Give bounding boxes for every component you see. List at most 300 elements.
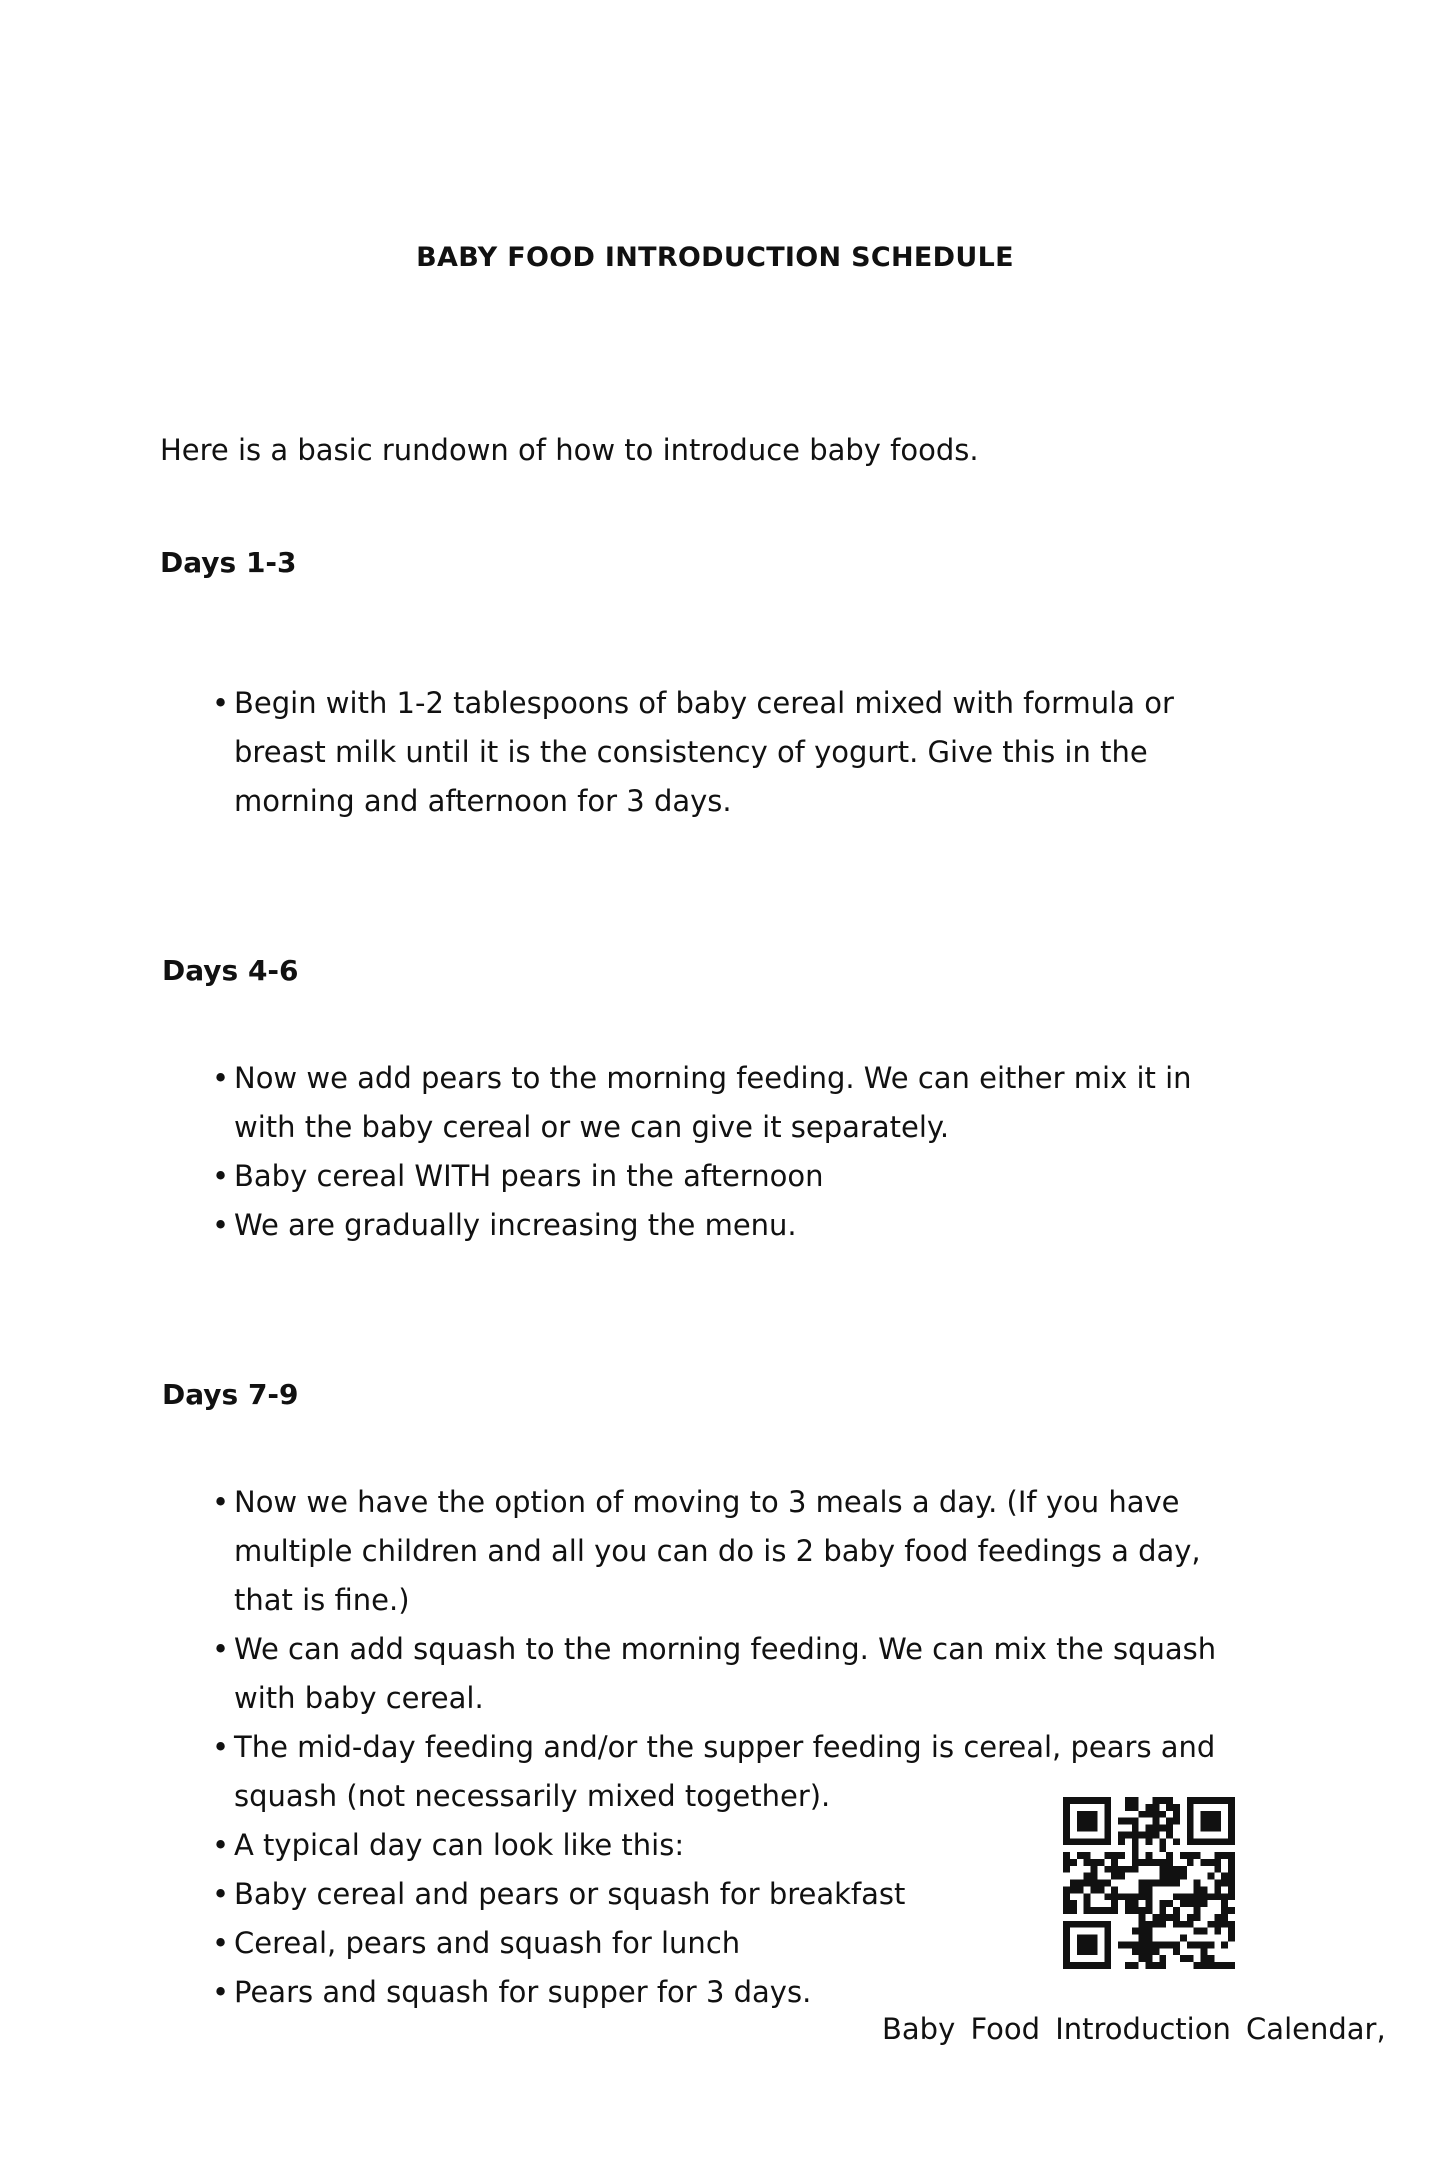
qr-module	[1139, 1955, 1146, 1962]
qr-module	[1070, 1962, 1077, 1969]
qr-module	[1180, 1873, 1187, 1880]
qr-module	[1187, 1818, 1194, 1825]
qr-module	[1146, 1928, 1153, 1935]
qr-module	[1214, 1962, 1221, 1969]
qr-module	[1104, 1811, 1111, 1818]
qr-module	[1201, 1838, 1208, 1845]
qr-module	[1125, 1941, 1132, 1948]
qr-module	[1097, 1962, 1104, 1969]
qr-module	[1077, 1941, 1084, 1948]
qr-module	[1166, 1804, 1173, 1811]
qr-module	[1132, 1962, 1139, 1969]
qr-module	[1152, 1804, 1159, 1811]
qr-module	[1125, 1907, 1132, 1914]
qr-module	[1228, 1928, 1235, 1935]
qr-module	[1146, 1886, 1153, 1893]
qr-module	[1228, 1852, 1235, 1859]
qr-module	[1207, 1955, 1214, 1962]
qr-module	[1063, 1907, 1070, 1914]
qr-module	[1091, 1811, 1098, 1818]
list-item: • We can add squash to the morning feeding. We can mix the squash with baby cereal.	[212, 1625, 1242, 1723]
qr-module	[1214, 1886, 1221, 1893]
qr-module	[1077, 1948, 1084, 1955]
qr-module	[1139, 1941, 1146, 1948]
qr-module	[1173, 1907, 1180, 1914]
qr-module	[1091, 1921, 1098, 1928]
qr-module	[1063, 1852, 1070, 1859]
qr-module	[1221, 1893, 1228, 1900]
qr-module	[1228, 1880, 1235, 1887]
qr-module	[1146, 1825, 1153, 1832]
qr-module	[1111, 1873, 1118, 1880]
qr-module	[1063, 1818, 1070, 1825]
qr-module	[1152, 1948, 1159, 1955]
qr-module	[1221, 1914, 1228, 1921]
qr-module	[1159, 1825, 1166, 1832]
qr-module	[1152, 1914, 1159, 1921]
qr-module	[1201, 1797, 1208, 1804]
qr-module	[1152, 1831, 1159, 1838]
qr-module	[1091, 1838, 1098, 1845]
qr-module	[1166, 1941, 1173, 1948]
qr-module	[1111, 1900, 1118, 1907]
qr-module	[1201, 1893, 1208, 1900]
qr-module	[1207, 1859, 1214, 1866]
qr-module	[1201, 1886, 1208, 1893]
qr-module	[1139, 1831, 1146, 1838]
qr-module	[1221, 1797, 1228, 1804]
qr-module	[1077, 1811, 1084, 1818]
qr-module	[1201, 1811, 1208, 1818]
qr-module	[1207, 1811, 1214, 1818]
qr-module	[1132, 1900, 1139, 1907]
qr-module	[1070, 1838, 1077, 1845]
qr-module	[1132, 1893, 1139, 1900]
qr-module	[1077, 1935, 1084, 1942]
qr-module	[1194, 1941, 1201, 1948]
qr-module	[1201, 1955, 1208, 1962]
qr-module	[1228, 1921, 1235, 1928]
qr-module	[1132, 1928, 1139, 1935]
qr-module	[1159, 1962, 1166, 1969]
qr-module	[1159, 1845, 1166, 1852]
qr-module	[1139, 1859, 1146, 1866]
qr-code-icon[interactable]	[1063, 1797, 1235, 1969]
qr-module	[1063, 1825, 1070, 1832]
qr-module	[1111, 1886, 1118, 1893]
qr-module	[1063, 1962, 1070, 1969]
qr-module	[1221, 1921, 1228, 1928]
qr-module	[1194, 1928, 1201, 1935]
qr-module	[1063, 1866, 1070, 1873]
qr-module	[1166, 1852, 1173, 1859]
qr-module	[1097, 1880, 1104, 1887]
qr-module	[1187, 1955, 1194, 1962]
qr-module	[1152, 1859, 1159, 1866]
qr-module	[1152, 1880, 1159, 1887]
qr-module	[1173, 1880, 1180, 1887]
qr-module	[1146, 1893, 1153, 1900]
qr-module	[1166, 1900, 1173, 1907]
qr-module	[1194, 1838, 1201, 1845]
qr-module	[1180, 1866, 1187, 1873]
qr-module	[1187, 1831, 1194, 1838]
qr-module	[1214, 1838, 1221, 1845]
qr-module	[1091, 1907, 1098, 1914]
qr-module	[1070, 1907, 1077, 1914]
qr-module	[1201, 1900, 1208, 1907]
qr-module	[1146, 1955, 1153, 1962]
qr-module	[1173, 1866, 1180, 1873]
qr-module	[1180, 1935, 1187, 1942]
qr-module	[1111, 1852, 1118, 1859]
qr-module	[1097, 1886, 1104, 1893]
qr-module	[1091, 1797, 1098, 1804]
section-heading-days-7-9: Days 7-9	[162, 1378, 299, 1411]
qr-module	[1214, 1914, 1221, 1921]
qr-module	[1187, 1941, 1194, 1948]
bullet-list-days-1-3	[212, 679, 1242, 826]
qr-module	[1152, 1921, 1159, 1928]
qr-module	[1187, 1825, 1194, 1832]
qr-module	[1201, 1825, 1208, 1832]
qr-module	[1166, 1818, 1173, 1825]
qr-module	[1070, 1921, 1077, 1928]
qr-module	[1166, 1797, 1173, 1804]
qr-module	[1207, 1825, 1214, 1832]
qr-module	[1201, 1859, 1208, 1866]
qr-module	[1084, 1797, 1091, 1804]
qr-module	[1166, 1859, 1173, 1866]
intro-text: Here is a basic rundown of how to introduce baby foods.	[160, 433, 979, 467]
qr-module	[1063, 1859, 1070, 1866]
qr-module	[1166, 1825, 1173, 1832]
qr-module	[1173, 1873, 1180, 1880]
qr-module	[1207, 1893, 1214, 1900]
qr-module	[1091, 1859, 1098, 1866]
qr-module	[1146, 1935, 1153, 1942]
qr-module	[1221, 1962, 1228, 1969]
qr-module	[1214, 1921, 1221, 1928]
qr-module	[1194, 1852, 1201, 1859]
qr-module	[1228, 1818, 1235, 1825]
qr-module	[1180, 1921, 1187, 1928]
qr-module	[1132, 1845, 1139, 1852]
qr-module	[1077, 1797, 1084, 1804]
qr-module	[1111, 1859, 1118, 1866]
qr-module	[1187, 1852, 1194, 1859]
qr-module	[1091, 1866, 1098, 1873]
qr-module	[1201, 1928, 1208, 1935]
qr-module	[1097, 1797, 1104, 1804]
qr-module	[1139, 1948, 1146, 1955]
qr-module	[1084, 1818, 1091, 1825]
qr-module	[1077, 1880, 1084, 1887]
qr-module	[1063, 1831, 1070, 1838]
qr-module	[1207, 1941, 1214, 1948]
qr-module	[1221, 1900, 1228, 1907]
qr-module	[1063, 1955, 1070, 1962]
qr-module	[1228, 1873, 1235, 1880]
qr-module	[1084, 1838, 1091, 1845]
qr-module	[1214, 1825, 1221, 1832]
qr-module	[1084, 1907, 1091, 1914]
qr-module	[1139, 1928, 1146, 1935]
qr-module	[1228, 1797, 1235, 1804]
qr-module	[1207, 1921, 1214, 1928]
qr-module	[1187, 1921, 1194, 1928]
qr-module	[1166, 1880, 1173, 1887]
list-item: • Cereal, pears and squash for lunch	[212, 1919, 1242, 1968]
qr-module	[1097, 1921, 1104, 1928]
qr-module	[1146, 1811, 1153, 1818]
list-item: • Pears and squash for supper for 3 days.	[212, 1968, 1242, 2017]
qr-module	[1091, 1880, 1098, 1887]
qr-module	[1221, 1838, 1228, 1845]
qr-module	[1111, 1893, 1118, 1900]
qr-module	[1180, 1955, 1187, 1962]
qr-module	[1063, 1804, 1070, 1811]
qr-module	[1118, 1818, 1125, 1825]
qr-module	[1159, 1866, 1166, 1873]
qr-module	[1152, 1825, 1159, 1832]
qr-module	[1063, 1838, 1070, 1845]
qr-module	[1180, 1893, 1187, 1900]
list-item: • Baby cereal WITH pears in the afternoon	[212, 1152, 1242, 1201]
qr-module	[1063, 1811, 1070, 1818]
qr-module	[1159, 1907, 1166, 1914]
qr-module	[1228, 1935, 1235, 1942]
qr-module	[1132, 1941, 1139, 1948]
qr-module	[1152, 1818, 1159, 1825]
qr-module	[1194, 1900, 1201, 1907]
qr-module	[1097, 1907, 1104, 1914]
qr-module	[1091, 1935, 1098, 1942]
qr-module	[1187, 1900, 1194, 1907]
qr-module	[1173, 1804, 1180, 1811]
list-item: • We are gradually increasing the menu.	[212, 1201, 1242, 1250]
qr-module	[1070, 1886, 1077, 1893]
qr-module	[1091, 1886, 1098, 1893]
qr-module	[1228, 1893, 1235, 1900]
qr-module	[1104, 1928, 1111, 1935]
qr-module	[1228, 1907, 1235, 1914]
qr-module	[1063, 1921, 1070, 1928]
qr-module	[1125, 1818, 1132, 1825]
qr-module	[1173, 1921, 1180, 1928]
qr-module	[1084, 1935, 1091, 1942]
qr-module	[1132, 1838, 1139, 1845]
qr-module	[1104, 1955, 1111, 1962]
qr-module	[1118, 1866, 1125, 1873]
qr-module	[1146, 1921, 1153, 1928]
qr-module	[1077, 1962, 1084, 1969]
qr-module	[1187, 1914, 1194, 1921]
qr-module	[1214, 1866, 1221, 1873]
qr-module	[1152, 1797, 1159, 1804]
qr-module	[1214, 1859, 1221, 1866]
qr-module	[1146, 1852, 1153, 1859]
qr-module	[1166, 1873, 1173, 1880]
qr-module	[1187, 1893, 1194, 1900]
qr-module	[1159, 1921, 1166, 1928]
qr-module	[1104, 1797, 1111, 1804]
qr-module	[1104, 1941, 1111, 1948]
qr-module	[1201, 1818, 1208, 1825]
qr-module	[1207, 1797, 1214, 1804]
qr-module	[1228, 1811, 1235, 1818]
qr-module	[1125, 1962, 1132, 1969]
qr-module	[1104, 1921, 1111, 1928]
qr-module	[1084, 1873, 1091, 1880]
qr-module	[1194, 1893, 1201, 1900]
qr-module	[1207, 1818, 1214, 1825]
qr-module	[1084, 1893, 1091, 1900]
qr-module	[1132, 1866, 1139, 1873]
qr-module	[1084, 1962, 1091, 1969]
qr-module	[1146, 1907, 1153, 1914]
qr-module	[1146, 1941, 1153, 1948]
qr-module	[1214, 1928, 1221, 1935]
qr-module	[1207, 1873, 1214, 1880]
qr-module	[1084, 1941, 1091, 1948]
qr-module	[1084, 1900, 1091, 1907]
qr-module	[1104, 1948, 1111, 1955]
qr-module	[1159, 1859, 1166, 1866]
qr-module	[1139, 1914, 1146, 1921]
qr-module	[1063, 1935, 1070, 1942]
qr-module	[1132, 1907, 1139, 1914]
qr-module	[1139, 1935, 1146, 1942]
qr-module	[1159, 1838, 1166, 1845]
qr-module	[1159, 1914, 1166, 1921]
qr-module	[1139, 1921, 1146, 1928]
qr-module	[1166, 1831, 1173, 1838]
qr-module	[1159, 1900, 1166, 1907]
qr-caption: Baby Food Introduction Calendar,	[882, 2012, 1386, 2046]
qr-module	[1070, 1797, 1077, 1804]
qr-module	[1146, 1804, 1153, 1811]
qr-module	[1194, 1914, 1201, 1921]
qr-module	[1194, 1880, 1201, 1887]
qr-module	[1146, 1948, 1153, 1955]
qr-module	[1166, 1866, 1173, 1873]
qr-module	[1104, 1893, 1111, 1900]
list-item: • The mid-day feeding and/or the supper feeding is cereal, pears and squash (not necessarily mixed together).	[212, 1723, 1242, 1821]
qr-module	[1104, 1831, 1111, 1838]
qr-module	[1152, 1811, 1159, 1818]
qr-module	[1214, 1797, 1221, 1804]
list-item: • A typical day can look like this:	[212, 1821, 1242, 1870]
qr-module	[1221, 1941, 1228, 1948]
qr-module	[1125, 1797, 1132, 1804]
qr-module	[1152, 1962, 1159, 1969]
qr-module	[1159, 1880, 1166, 1887]
qr-module	[1166, 1914, 1173, 1921]
qr-module	[1118, 1831, 1125, 1838]
qr-module	[1228, 1804, 1235, 1811]
qr-module	[1228, 1866, 1235, 1873]
qr-module	[1228, 1825, 1235, 1832]
qr-module	[1125, 1900, 1132, 1907]
qr-module	[1132, 1948, 1139, 1955]
qr-module	[1063, 1928, 1070, 1935]
qr-module	[1187, 1797, 1194, 1804]
qr-module	[1091, 1818, 1098, 1825]
qr-module	[1084, 1852, 1091, 1859]
qr-module	[1146, 1962, 1153, 1969]
qr-module	[1077, 1921, 1084, 1928]
page-title: BABY FOOD INTRODUCTION SCHEDULE	[416, 242, 1014, 273]
qr-module	[1139, 1880, 1146, 1887]
qr-module	[1084, 1825, 1091, 1832]
qr-module	[1132, 1831, 1139, 1838]
qr-module	[1159, 1955, 1166, 1962]
qr-module	[1132, 1804, 1139, 1811]
list-item: • Begin with 1-2 tablespoons of baby cereal mixed with formula or breast milk until it is the consistency of yogurt. Give this in the morning and afternoon for 3 days.	[212, 679, 1242, 826]
qr-module	[1180, 1900, 1187, 1907]
list-item: • Now we have the option of moving to 3 meals a day. (If you have multiple children and all you can do is 2 baby food feedings a day, that is fine.)	[212, 1478, 1242, 1625]
qr-module	[1214, 1893, 1221, 1900]
qr-module	[1104, 1935, 1111, 1942]
qr-module	[1201, 1948, 1208, 1955]
qr-module	[1104, 1880, 1111, 1887]
qr-module	[1125, 1893, 1132, 1900]
qr-module	[1173, 1893, 1180, 1900]
qr-module	[1221, 1852, 1228, 1859]
qr-module	[1077, 1818, 1084, 1825]
bullet-list-days-4-6	[212, 1054, 1242, 1250]
qr-module	[1118, 1893, 1125, 1900]
qr-module	[1201, 1962, 1208, 1969]
qr-module	[1118, 1873, 1125, 1880]
qr-module	[1104, 1838, 1111, 1845]
qr-module	[1187, 1859, 1194, 1866]
qr-module	[1139, 1886, 1146, 1893]
qr-module	[1111, 1866, 1118, 1873]
qr-module	[1097, 1838, 1104, 1845]
qr-module	[1146, 1859, 1153, 1866]
qr-module	[1194, 1962, 1201, 1969]
qr-module	[1194, 1886, 1201, 1893]
qr-module	[1159, 1873, 1166, 1880]
qr-module	[1173, 1948, 1180, 1955]
qr-module	[1125, 1831, 1132, 1838]
qr-module	[1228, 1962, 1235, 1969]
qr-module	[1221, 1880, 1228, 1887]
qr-module	[1139, 1893, 1146, 1900]
qr-module	[1084, 1859, 1091, 1866]
qr-module	[1077, 1838, 1084, 1845]
qr-module	[1152, 1941, 1159, 1948]
qr-module	[1214, 1811, 1221, 1818]
qr-module	[1063, 1900, 1070, 1907]
qr-module	[1091, 1941, 1098, 1948]
qr-module	[1146, 1831, 1153, 1838]
qr-module	[1091, 1948, 1098, 1955]
qr-module	[1091, 1825, 1098, 1832]
qr-module	[1070, 1880, 1077, 1887]
qr-module	[1221, 1873, 1228, 1880]
qr-module	[1097, 1859, 1104, 1866]
qr-module	[1104, 1962, 1111, 1969]
qr-module	[1132, 1825, 1139, 1832]
qr-module	[1228, 1886, 1235, 1893]
qr-module	[1063, 1797, 1070, 1804]
qr-module	[1146, 1900, 1153, 1907]
qr-module	[1084, 1948, 1091, 1955]
list-item: • Now we add pears to the morning feeding. We can either mix it in with the baby cereal or we can give it separately.	[212, 1054, 1242, 1152]
